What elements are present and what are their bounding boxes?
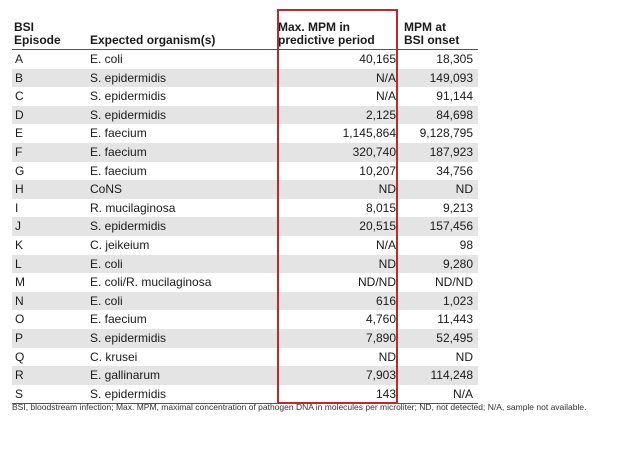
- header-mpm-onset: MPM at BSI onset: [404, 20, 460, 47]
- cell-organism: E. coli: [90, 52, 123, 66]
- cell-mpm-onset: 1,023: [442, 293, 473, 308]
- cell-organism: E. faecium: [90, 312, 147, 327]
- cell-max-mpm: 7,903: [365, 368, 396, 383]
- header-max-mpm: Max. MPM in predictive period: [278, 20, 375, 47]
- cell-max-mpm: 1,145,864: [342, 126, 396, 141]
- cell-organism: C. krusei: [90, 349, 138, 364]
- cell-mpm-onset: 149,093: [429, 70, 473, 85]
- cell-mpm-onset: 84,698: [436, 107, 473, 122]
- cell-mpm-onset: 187,923: [429, 144, 473, 159]
- table-row: [12, 255, 478, 274]
- cell-episode: B: [15, 70, 24, 85]
- table-row: [12, 366, 478, 385]
- cell-max-mpm: N/A: [375, 237, 396, 252]
- cell-max-mpm: N/A: [375, 89, 396, 104]
- table-row: [12, 217, 478, 236]
- results-table: [12, 17, 478, 404]
- table-row: [12, 87, 478, 106]
- cell-max-mpm: N/A: [375, 70, 396, 85]
- header-episode: BSI Episode: [14, 20, 61, 47]
- table-row: [12, 50, 478, 69]
- table-footnote: BSI, bloodstream infection; Max. MPM, maximal concentration of pathogen DNA in molecules per microliter; ND, not detected; N/A, sample not available.: [12, 402, 587, 412]
- table-row: [12, 199, 478, 218]
- cell-max-mpm: 40,165: [359, 52, 396, 66]
- cell-organism: S. epidermidis: [90, 107, 167, 122]
- cell-organism: S. epidermidis: [90, 330, 167, 345]
- table-row: [12, 273, 478, 292]
- table-row: [12, 143, 478, 162]
- cell-organism: S. epidermidis: [90, 386, 167, 401]
- cell-max-mpm: 10,207: [359, 163, 396, 178]
- cell-episode: L: [15, 256, 22, 271]
- table-row: [12, 329, 478, 348]
- cell-organism: E. coli: [90, 256, 123, 271]
- cell-episode: D: [15, 107, 24, 122]
- cell-episode: O: [15, 312, 25, 327]
- cell-episode: N: [15, 293, 24, 308]
- cell-episode: J: [15, 219, 21, 234]
- cell-organism: CoNS: [90, 182, 123, 197]
- cell-organism: R. mucilaginosa: [90, 200, 176, 215]
- table-row: [12, 162, 478, 181]
- cell-episode: H: [15, 182, 24, 197]
- cell-episode: E: [15, 126, 24, 141]
- cell-max-mpm: ND/ND: [358, 275, 396, 290]
- cell-episode: K: [15, 237, 24, 252]
- cell-max-mpm: 20,515: [359, 219, 396, 234]
- table-row: [12, 124, 478, 143]
- table-row: [12, 69, 478, 88]
- cell-episode: A: [15, 52, 24, 66]
- cell-episode: M: [15, 275, 25, 290]
- cell-mpm-onset: 114,248: [430, 368, 473, 383]
- cell-mpm-onset: N/A: [452, 386, 473, 401]
- cell-max-mpm: 143: [375, 386, 396, 401]
- cell-organism: E. coli/R. mucilaginosa: [90, 275, 212, 290]
- cell-organism: S. epidermidis: [90, 89, 167, 104]
- table-row: [12, 180, 478, 199]
- cell-max-mpm: ND: [378, 349, 396, 364]
- cell-max-mpm: 2,125: [365, 107, 396, 122]
- cell-episode: I: [15, 200, 19, 215]
- table-row: [12, 236, 478, 255]
- table-row: [12, 106, 478, 125]
- cell-mpm-onset: 11,443: [437, 312, 473, 327]
- cell-organism: E. gallinarum: [90, 368, 161, 383]
- cell-organism: E. coli: [90, 293, 123, 308]
- cell-mpm-onset: 91,144: [436, 89, 473, 104]
- cell-max-mpm: 8,015: [365, 200, 396, 215]
- table-row: [12, 348, 478, 367]
- cell-mpm-onset: 52,495: [436, 330, 473, 345]
- cell-mpm-onset: 9,280: [442, 256, 473, 271]
- cell-max-mpm: ND: [378, 256, 396, 271]
- header-organism: Expected organism(s): [90, 33, 216, 47]
- cell-episode: C: [15, 89, 24, 104]
- cell-organism: E. faecium: [90, 144, 147, 159]
- cell-mpm-onset: 9,213: [442, 200, 473, 215]
- cell-episode: G: [15, 163, 25, 178]
- cell-max-mpm: 7,890: [365, 330, 396, 345]
- table-body: [12, 50, 478, 403]
- cell-max-mpm: 4,760: [365, 312, 396, 327]
- cell-mpm-onset: 34,756: [436, 163, 473, 178]
- cell-episode: F: [15, 144, 23, 159]
- cell-organism: E. faecium: [90, 126, 147, 141]
- cell-organism: S. epidermidis: [90, 70, 167, 85]
- cell-episode: Q: [15, 349, 25, 364]
- cell-mpm-onset: ND: [455, 182, 473, 197]
- cell-mpm-onset: 18,305: [436, 52, 473, 66]
- cell-episode: P: [15, 330, 24, 345]
- cell-mpm-onset: 98: [459, 237, 473, 252]
- cell-max-mpm: 320,740: [352, 144, 396, 159]
- table-row: [12, 292, 478, 311]
- cell-organism: S. epidermidis: [90, 219, 167, 234]
- cell-mpm-onset: ND/ND: [435, 275, 473, 290]
- cell-episode: R: [15, 368, 24, 383]
- cell-organism: C. jeikeium: [90, 237, 150, 252]
- cell-max-mpm: 616: [375, 293, 396, 308]
- cell-organism: E. faecium: [90, 163, 147, 178]
- cell-max-mpm: ND: [378, 182, 396, 197]
- cell-mpm-onset: 157,456: [429, 219, 473, 234]
- table-row: [12, 385, 478, 404]
- cell-episode: S: [15, 386, 24, 401]
- table-header: [12, 17, 478, 50]
- table-row: [12, 310, 478, 329]
- cell-mpm-onset: 9,128,795: [419, 126, 473, 141]
- cell-mpm-onset: ND: [455, 349, 473, 364]
